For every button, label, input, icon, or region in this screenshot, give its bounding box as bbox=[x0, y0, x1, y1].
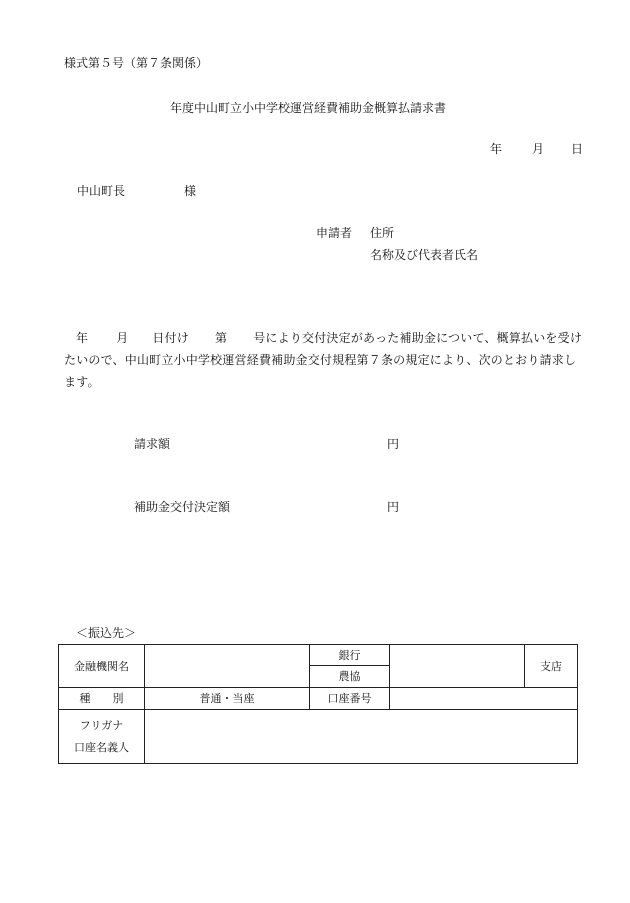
applicant-name-rep: 名称及び代表者氏名 bbox=[370, 248, 479, 262]
amount-label: 請求額 bbox=[134, 437, 171, 451]
form-number: 様式第５号（第７条関係） bbox=[64, 56, 209, 70]
body-paragraph bbox=[64, 327, 588, 393]
branch-label: 支店 bbox=[525, 645, 578, 688]
type-value[interactable]: 普通・当座 bbox=[145, 688, 310, 710]
amount-unit: 円 bbox=[387, 437, 400, 451]
institution-input[interactable] bbox=[145, 645, 310, 688]
applicant-label: 申請者 bbox=[316, 226, 353, 240]
transfer-table bbox=[58, 644, 578, 764]
bank-label: 銀行 bbox=[310, 645, 390, 666]
date-year: 年 bbox=[490, 142, 503, 156]
holder-label bbox=[59, 710, 145, 764]
body-month: 月 bbox=[116, 331, 129, 345]
page-title: 年度中山町立小中学校運営経費補助金概算払請求書 bbox=[170, 101, 447, 115]
amount-unit: 円 bbox=[387, 500, 400, 514]
institution-label: 金融機関名 bbox=[59, 645, 145, 688]
applicant-address: 住所 bbox=[370, 226, 395, 240]
body-dai: 第 bbox=[215, 331, 228, 345]
amount-label: 補助金交付決定額 bbox=[134, 500, 231, 514]
body-year: 年 bbox=[76, 331, 89, 345]
coop-label: 農協 bbox=[310, 666, 390, 688]
date-day: 日 bbox=[571, 142, 584, 156]
body-text: 号により交付決定があった補助金について、概算払いを受けたいので、中山町立小中学校運営経費補助金交付規程第７条の規定により、次のとおり請求します。 bbox=[64, 331, 583, 389]
addressee-honorific: 様 bbox=[184, 184, 197, 198]
transfer-heading: ＜振込先＞ bbox=[76, 626, 137, 640]
account-no-label: 口座番号 bbox=[310, 688, 390, 710]
account-no-input[interactable] bbox=[390, 688, 578, 710]
branch-input[interactable] bbox=[390, 645, 525, 688]
furigana-label: フリガナ bbox=[79, 718, 124, 732]
addressee-name: 中山町長 bbox=[77, 184, 126, 198]
body-dated: 日付け bbox=[152, 331, 190, 345]
date-month: 月 bbox=[532, 142, 545, 156]
type-label: 種 別 bbox=[59, 688, 145, 710]
holder-input[interactable] bbox=[145, 710, 578, 764]
account-holder-label: 口座名義人 bbox=[74, 740, 129, 754]
